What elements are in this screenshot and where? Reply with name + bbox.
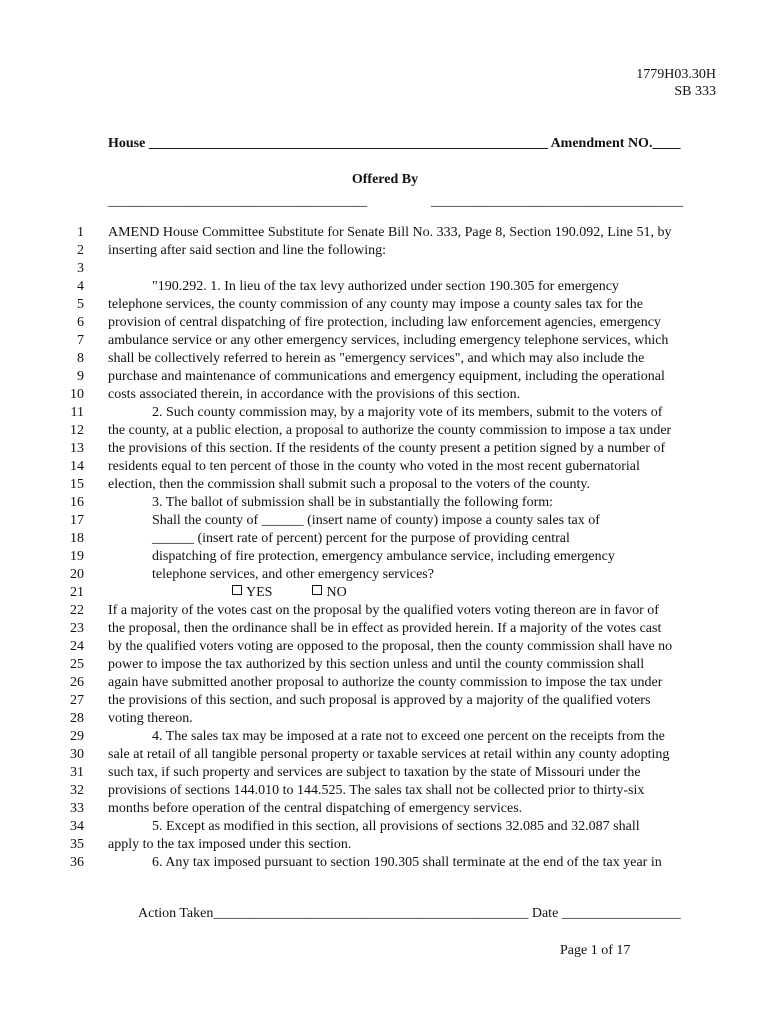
line-text: provision of central dispatching of fire protection, including law enforcement agencies, emergency: [108, 315, 661, 330]
line-number: 5: [77, 297, 84, 312]
text-line: [0, 386, 770, 404]
text-line: [0, 836, 770, 854]
line-text: 4. The sales tax may be imposed at a rate not to exceed one percent on the receipts from the: [152, 729, 665, 744]
text-line: [0, 440, 770, 458]
text-line: [0, 656, 770, 674]
text-line: [0, 566, 770, 584]
document-header-code: [636, 66, 716, 100]
line-text: inserting after said section and line the following:: [108, 243, 386, 258]
text-line: [0, 314, 770, 332]
text-line: [0, 764, 770, 782]
line-number: 3: [77, 261, 84, 276]
checkbox-icon: [312, 585, 322, 595]
text-line: [0, 512, 770, 530]
line-text: 2. Such county commission may, by a majority vote of its members, submit to the voters of: [152, 405, 663, 420]
line-text: such tax, if such property and services are subject to taxation by the state of Missouri under the: [108, 765, 641, 780]
text-line: [0, 296, 770, 314]
line-text: telephone services, and other emergency services?: [152, 567, 434, 582]
line-text: the provisions of this section. If the residents of the county present a petition signed by a number of: [108, 441, 666, 456]
amendment-text: [0, 224, 770, 872]
line-number: 33: [70, 801, 84, 816]
line-text: months before operation of the central dispatching of emergency services.: [108, 801, 523, 816]
text-line: [0, 530, 770, 548]
text-line: [0, 548, 770, 566]
text-line: [0, 368, 770, 386]
line-number: 28: [70, 711, 84, 726]
line-number: 9: [77, 369, 84, 384]
line-number: 25: [70, 657, 84, 672]
line-number: 7: [77, 333, 84, 348]
action-taken-line: Action Taken_____________________________________________ Date _________________: [138, 906, 681, 921]
line-number: 36: [70, 855, 84, 870]
line-number: 19: [70, 549, 84, 564]
bill-number: SB 333: [674, 84, 716, 99]
text-line: [0, 638, 770, 656]
line-number: 1: [77, 225, 84, 240]
line-number: 22: [70, 603, 84, 618]
line-text: 3. The ballot of submission shall be in substantially the following form:: [152, 495, 554, 510]
text-line: [0, 782, 770, 800]
line-number: 11: [70, 405, 84, 420]
line-number: 2: [77, 243, 84, 258]
text-line: [0, 710, 770, 728]
line-text: AMEND House Committee Substitute for Senate Bill No. 333, Page 8, Section 190.092, Line 51, by: [108, 225, 672, 240]
text-line: [0, 674, 770, 692]
line-text: purchase and maintenance of communications and emergency equipment, including the operational: [108, 369, 665, 384]
text-line: [0, 818, 770, 836]
text-line: [0, 458, 770, 476]
line-number: 12: [70, 423, 84, 438]
text-line: [0, 422, 770, 440]
line-text: sale at retail of all tangible personal property or taxable services at retail within any county adopting: [108, 747, 670, 762]
house-amendment-line: House _________________________________________________________ Amendment NO.____: [108, 136, 681, 151]
text-line: [0, 692, 770, 710]
line-number: 6: [77, 315, 84, 330]
text-line: [0, 260, 770, 278]
line-number: 35: [70, 837, 84, 852]
line-text: ambulance service or any other emergency services, including emergency telephone services, which: [108, 333, 669, 348]
line-text: telephone services, the county commission of any county may impose a county sales tax for the: [108, 297, 643, 312]
line-number: 34: [70, 819, 84, 834]
text-line: [0, 224, 770, 242]
line-number: 17: [70, 513, 84, 528]
ballot-no: NO: [326, 585, 347, 600]
text-line: [0, 746, 770, 764]
line-text: "190.292. 1. In lieu of the tax levy authorized under section 190.305 for emergency: [152, 279, 619, 294]
line-number: 29: [70, 729, 84, 744]
line-number: 20: [70, 567, 84, 582]
text-line: [0, 800, 770, 818]
ballot-choices: [232, 584, 347, 602]
line-number: 27: [70, 693, 84, 708]
line-number: 13: [70, 441, 84, 456]
line-text: 6. Any tax imposed pursuant to section 190.305 shall terminate at the end of the tax year in: [152, 855, 662, 870]
line-text: voting thereon.: [108, 711, 193, 726]
line-text: election, then the commission shall submit such a proposal to the voters of the county.: [108, 477, 591, 492]
text-line: [0, 242, 770, 260]
line-text: the provisions of this section, and such proposal is approved by a majority of the qualified voters: [108, 693, 651, 708]
page-number: Page 1 of 17: [560, 943, 631, 958]
line-number: 26: [70, 675, 84, 690]
line-text: shall be collectively referred to herein as "emergency services", and which may also include the: [108, 351, 645, 366]
text-line: [0, 602, 770, 620]
line-number: 18: [70, 531, 84, 546]
text-line: [0, 584, 770, 602]
line-text: residents equal to ten percent of those in the county who voted in the most recent gubernatorial: [108, 459, 640, 474]
offered-by-signature-left: _____________________________________: [108, 194, 367, 209]
line-number: 21: [70, 585, 84, 600]
offered-by-signature-right: ____________________________________: [431, 194, 683, 209]
line-number: 16: [70, 495, 84, 510]
line-text: ______ (insert rate of percent) percent for the purpose of providing central: [152, 531, 570, 546]
line-text: Shall the county of ______ (insert name of county) impose a county sales tax of: [152, 513, 600, 528]
line-number: 30: [70, 747, 84, 762]
line-number: 14: [70, 459, 84, 474]
line-text: dispatching of fire protection, emergency ambulance service, including emergency: [152, 549, 615, 564]
text-line: [0, 350, 770, 368]
line-text: provisions of sections 144.010 to 144.525. The sales tax shall not be collected prior to thirty-six: [108, 783, 645, 798]
line-number: 4: [77, 279, 84, 294]
text-line: [0, 404, 770, 422]
line-text: the proposal, then the ordinance shall be in effect as provided herein. If a majority of the votes cast: [108, 621, 662, 636]
line-text: again have submitted another proposal to authorize the county commission to impose the tax under: [108, 675, 663, 690]
line-number: 8: [77, 351, 84, 366]
line-number: 10: [70, 387, 84, 402]
line-number: 15: [70, 477, 84, 492]
text-line: [0, 278, 770, 296]
line-text: If a majority of the votes cast on the proposal by the qualified voters voting thereon are in favor of: [108, 603, 659, 618]
ballot-yes: YES: [246, 585, 273, 600]
line-text: by the qualified voters voting are opposed to the proposal, then the county commission shall have no: [108, 639, 673, 654]
line-text: 5. Except as modified in this section, all provisions of sections 32.085 and 32.087 shall: [152, 819, 640, 834]
line-number: 24: [70, 639, 84, 654]
line-text: apply to the tax imposed under this section.: [108, 837, 352, 852]
line-text: costs associated therein, in accordance with the provisions of this section.: [108, 387, 521, 402]
text-line: [0, 854, 770, 872]
bill-code: 1779H03.30H: [636, 67, 716, 82]
text-line: [0, 728, 770, 746]
checkbox-icon: [232, 585, 242, 595]
text-line: [0, 620, 770, 638]
offered-by-label: Offered By: [351, 172, 419, 187]
text-line: [0, 494, 770, 512]
text-line: [0, 476, 770, 494]
line-text: power to impose the tax authorized by this section unless and until the county commission shall: [108, 657, 645, 672]
line-number: 23: [70, 621, 84, 636]
line-text: the county, at a public election, a proposal to authorize the county commission to impose a tax under: [108, 423, 672, 438]
line-number: 32: [70, 783, 84, 798]
text-line: [0, 332, 770, 350]
line-number: 31: [70, 765, 84, 780]
